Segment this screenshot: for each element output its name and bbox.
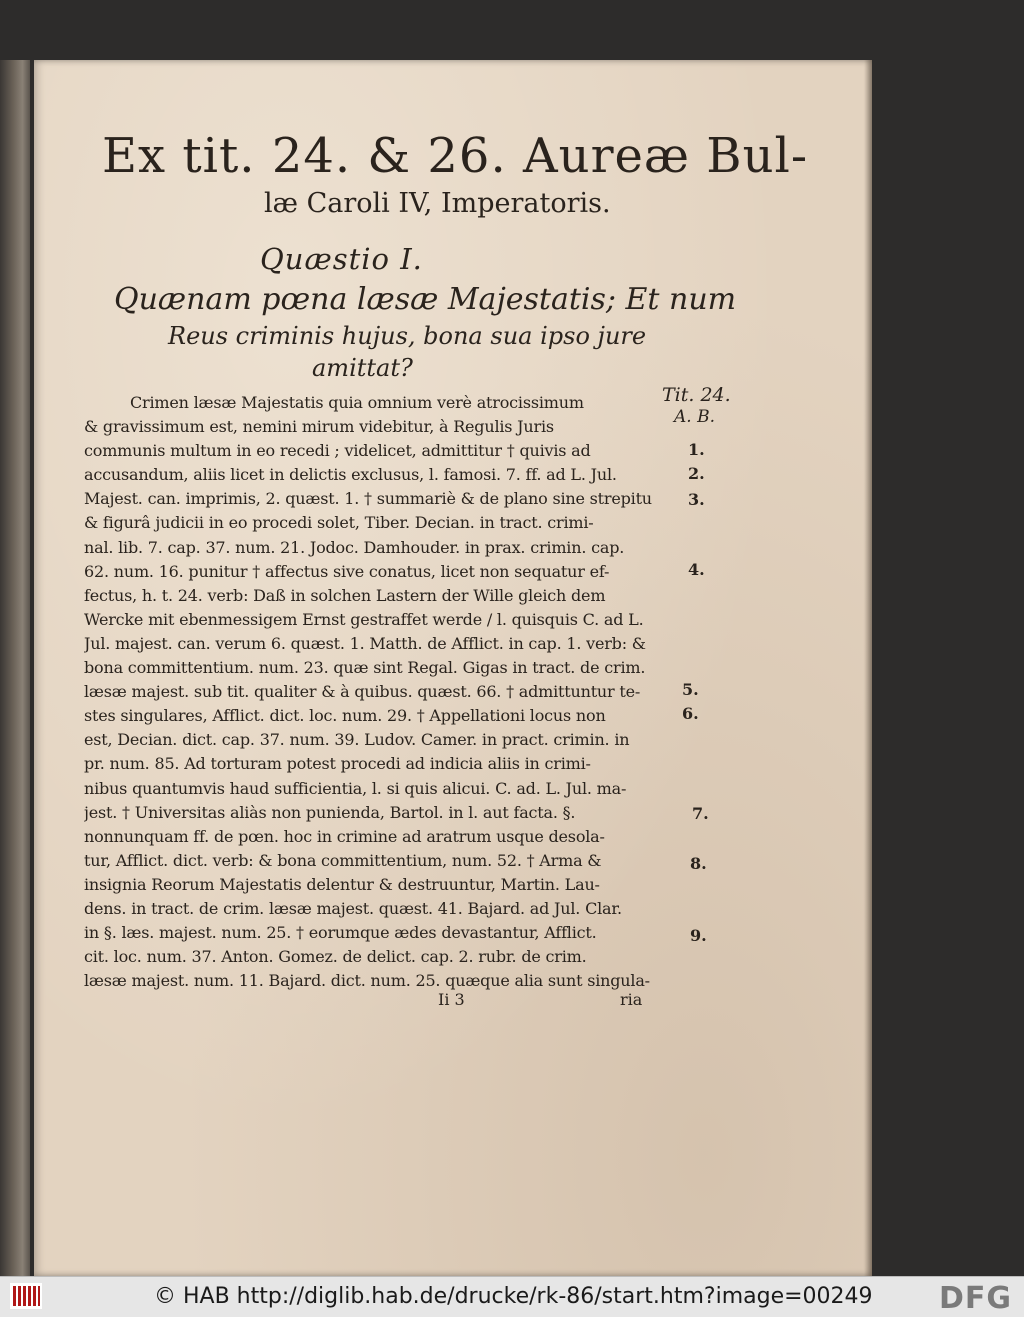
- hab-logo-icon: [10, 1283, 42, 1309]
- margin-number: 9.: [690, 926, 707, 945]
- body-line: Jul. majest. can. verum 6. quæst. 1. Matth. de Afflict. in cap. 1. verb: &: [84, 633, 646, 653]
- margin-number: 7.: [692, 804, 709, 823]
- margin-number: 4.: [688, 560, 705, 579]
- body-line: nibus quantumvis haud sufficientia, l. si quis alicui. C. ad. L. Jul. ma-: [84, 778, 627, 798]
- body-line: accusandum, aliis licet in delictis exclusus, l. famosi. 7. ff. ad L. Jul.: [84, 465, 617, 485]
- body-line: est, Decian. dict. cap. 37. num. 39. Ludov. Camer. in pract. crimin. in: [84, 730, 630, 750]
- body-line: & gravissimum est, nemini mirum videbitur, à Regulis Juris: [84, 417, 554, 437]
- title-line-1: Ex tit. 24. & 26. Aureæ Bul-: [102, 128, 809, 184]
- book-page: [34, 60, 872, 1276]
- body-line: stes singulares, Afflict. dict. loc. num. 29. † Appellationi locus non: [84, 706, 606, 726]
- body-line: læsæ majest. num. 11. Bajard. dict. num. 25. quæque alia sunt singula-: [84, 971, 650, 991]
- title-line-2: læ Caroli IV, Imperatoris.: [264, 188, 611, 219]
- body-line: bona committentium. num. 23. quæ sint Regal. Gigas in tract. de crim.: [84, 658, 646, 678]
- body-line: fectus, h. t. 24. verb: Daß in solchen Lastern der Wille gleich dem: [84, 585, 606, 605]
- body-line: læsæ majest. sub tit. qualiter & à quibus. quæst. 66. † admittuntur te-: [84, 682, 641, 702]
- body-line: pr. num. 85. Ad torturam potest procedi ad indicia aliis in crimi-: [84, 754, 591, 774]
- body-line: Crimen læsæ Majestatis quia omnium verè atrocissimum: [130, 393, 584, 412]
- previous-page-edge: [0, 60, 30, 1276]
- body-line: nonnunquam ff. de pœn. hoc in crimine ad aratrum usque desola-: [84, 826, 605, 846]
- body-line: insignia Reorum Majestatis delentur & destruuntur, Martin. Lau-: [84, 874, 600, 894]
- question-line-1: Quænam pœna læsæ Majestatis; Et num: [114, 282, 737, 317]
- quaestio-heading: Quæstio I.: [260, 242, 423, 276]
- body-line: in §. læs. majest. num. 25. † eorumque ædes devastantur, Afflict.: [84, 923, 597, 943]
- body-line: nal. lib. 7. cap. 37. num. 21. Jodoc. Damhouder. in prax. crimin. cap.: [84, 537, 625, 557]
- footer-bar: [0, 1276, 1024, 1317]
- body-line: tur, Afflict. dict. verb: & bona committentium, num. 52. † Arma &: [84, 850, 602, 870]
- body-line: & figurâ judicii in eo procedi solet, Tiber. Decian. in tract. crimi-: [84, 513, 594, 533]
- body-line: jest. † Universitas aliàs non punienda, Bartol. in l. aut facta. §.: [84, 802, 576, 822]
- page-edge-shadow: [864, 60, 872, 1276]
- body-line: dens. in tract. de crim. læsæ majest. quæst. 41. Bajard. ad Jul. Clar.: [84, 898, 622, 918]
- margin-number: 1.: [688, 440, 705, 459]
- body-text: [84, 391, 694, 993]
- margin-number: 2.: [688, 464, 705, 483]
- margin-title-note: Tit. 24.: [662, 384, 731, 406]
- margin-number: 8.: [690, 854, 707, 873]
- question-line-2: Reus criminis hujus, bona sua ipso jure: [168, 322, 647, 350]
- catchword: ria: [620, 990, 643, 1009]
- question-line-3: amittat?: [312, 354, 413, 382]
- dfg-logo: DFG: [938, 1281, 1012, 1316]
- copyright-link[interactable]: © HAB http://diglib.hab.de/drucke/rk-86/start.htm?image=00249: [154, 1284, 873, 1309]
- margin-number: 3.: [688, 490, 705, 509]
- signature-mark: Ii 3: [438, 990, 465, 1009]
- body-line: Wercke mit ebenmessigem Ernst gestraffet werde / l. quisquis C. ad L.: [84, 609, 644, 629]
- body-line: 62. num. 16. punitur † affectus sive conatus, licet non sequatur ef-: [84, 561, 610, 581]
- body-line: cit. loc. num. 37. Anton. Gomez. de delict. cap. 2. rubr. de crim.: [84, 947, 587, 967]
- margin-number: 6.: [682, 704, 699, 723]
- body-line: communis multum in eo recedi ; videlicet, admittitur † quivis ad: [84, 441, 591, 461]
- body-line: Majest. can. imprimis, 2. quæst. 1. † summariè & de plano sine strepitu: [84, 489, 652, 509]
- margin-ab-note: A. B.: [674, 407, 715, 427]
- margin-number: 5.: [682, 680, 699, 699]
